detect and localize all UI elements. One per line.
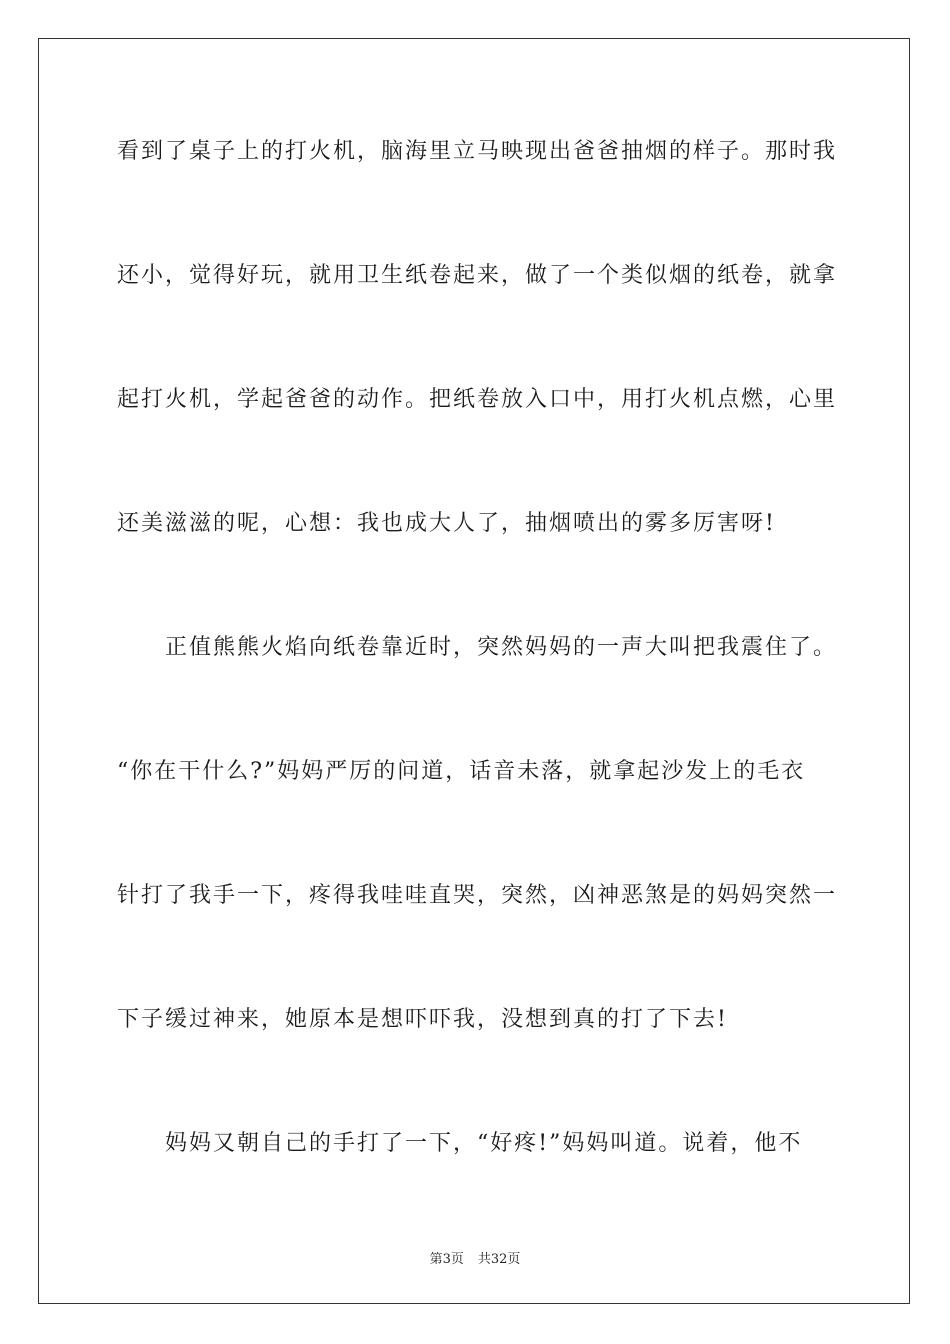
page-border xyxy=(38,38,910,1304)
total-pages: 共32页 xyxy=(477,1252,521,1267)
body-text-line: 正值熊熊火焰向纸卷靠近时，突然妈妈的一声大叫把我震住了。 xyxy=(117,635,838,660)
page-footer xyxy=(0,1248,950,1267)
body-text-line: “你在干什么?”妈妈严厉的问道，话音未落，就拿起沙发上的毛衣 xyxy=(117,759,806,784)
body-text-line: 针打了我手一下，疼得我哇哇直哭，突然，凶神恶煞是的妈妈突然一 xyxy=(117,883,838,908)
body-text-line: 下子缓过神来，她原本是想吓吓我，没想到真的打了下去! xyxy=(117,1007,728,1032)
body-text-line: 看到了桌子上的打火机，脑海里立马映现出爸爸抽烟的样子。那时我 xyxy=(117,139,838,164)
body-text-line: 起打火机，学起爸爸的动作。把纸卷放入口中，用打火机点燃，心里 xyxy=(117,387,838,412)
page-number: 第3页 xyxy=(429,1252,464,1267)
body-text-line: 还美滋滋的呢，心想：我也成大人了，抽烟喷出的雾多厉害呀! xyxy=(117,511,776,536)
body-text-line: 妈妈又朝自己的手打了一下，“好疼!”妈妈叫道。说着，他不 xyxy=(117,1131,803,1156)
body-text-line: 还小，觉得好玩，就用卫生纸卷起来，做了一个类似烟的纸卷，就拿 xyxy=(117,263,838,288)
